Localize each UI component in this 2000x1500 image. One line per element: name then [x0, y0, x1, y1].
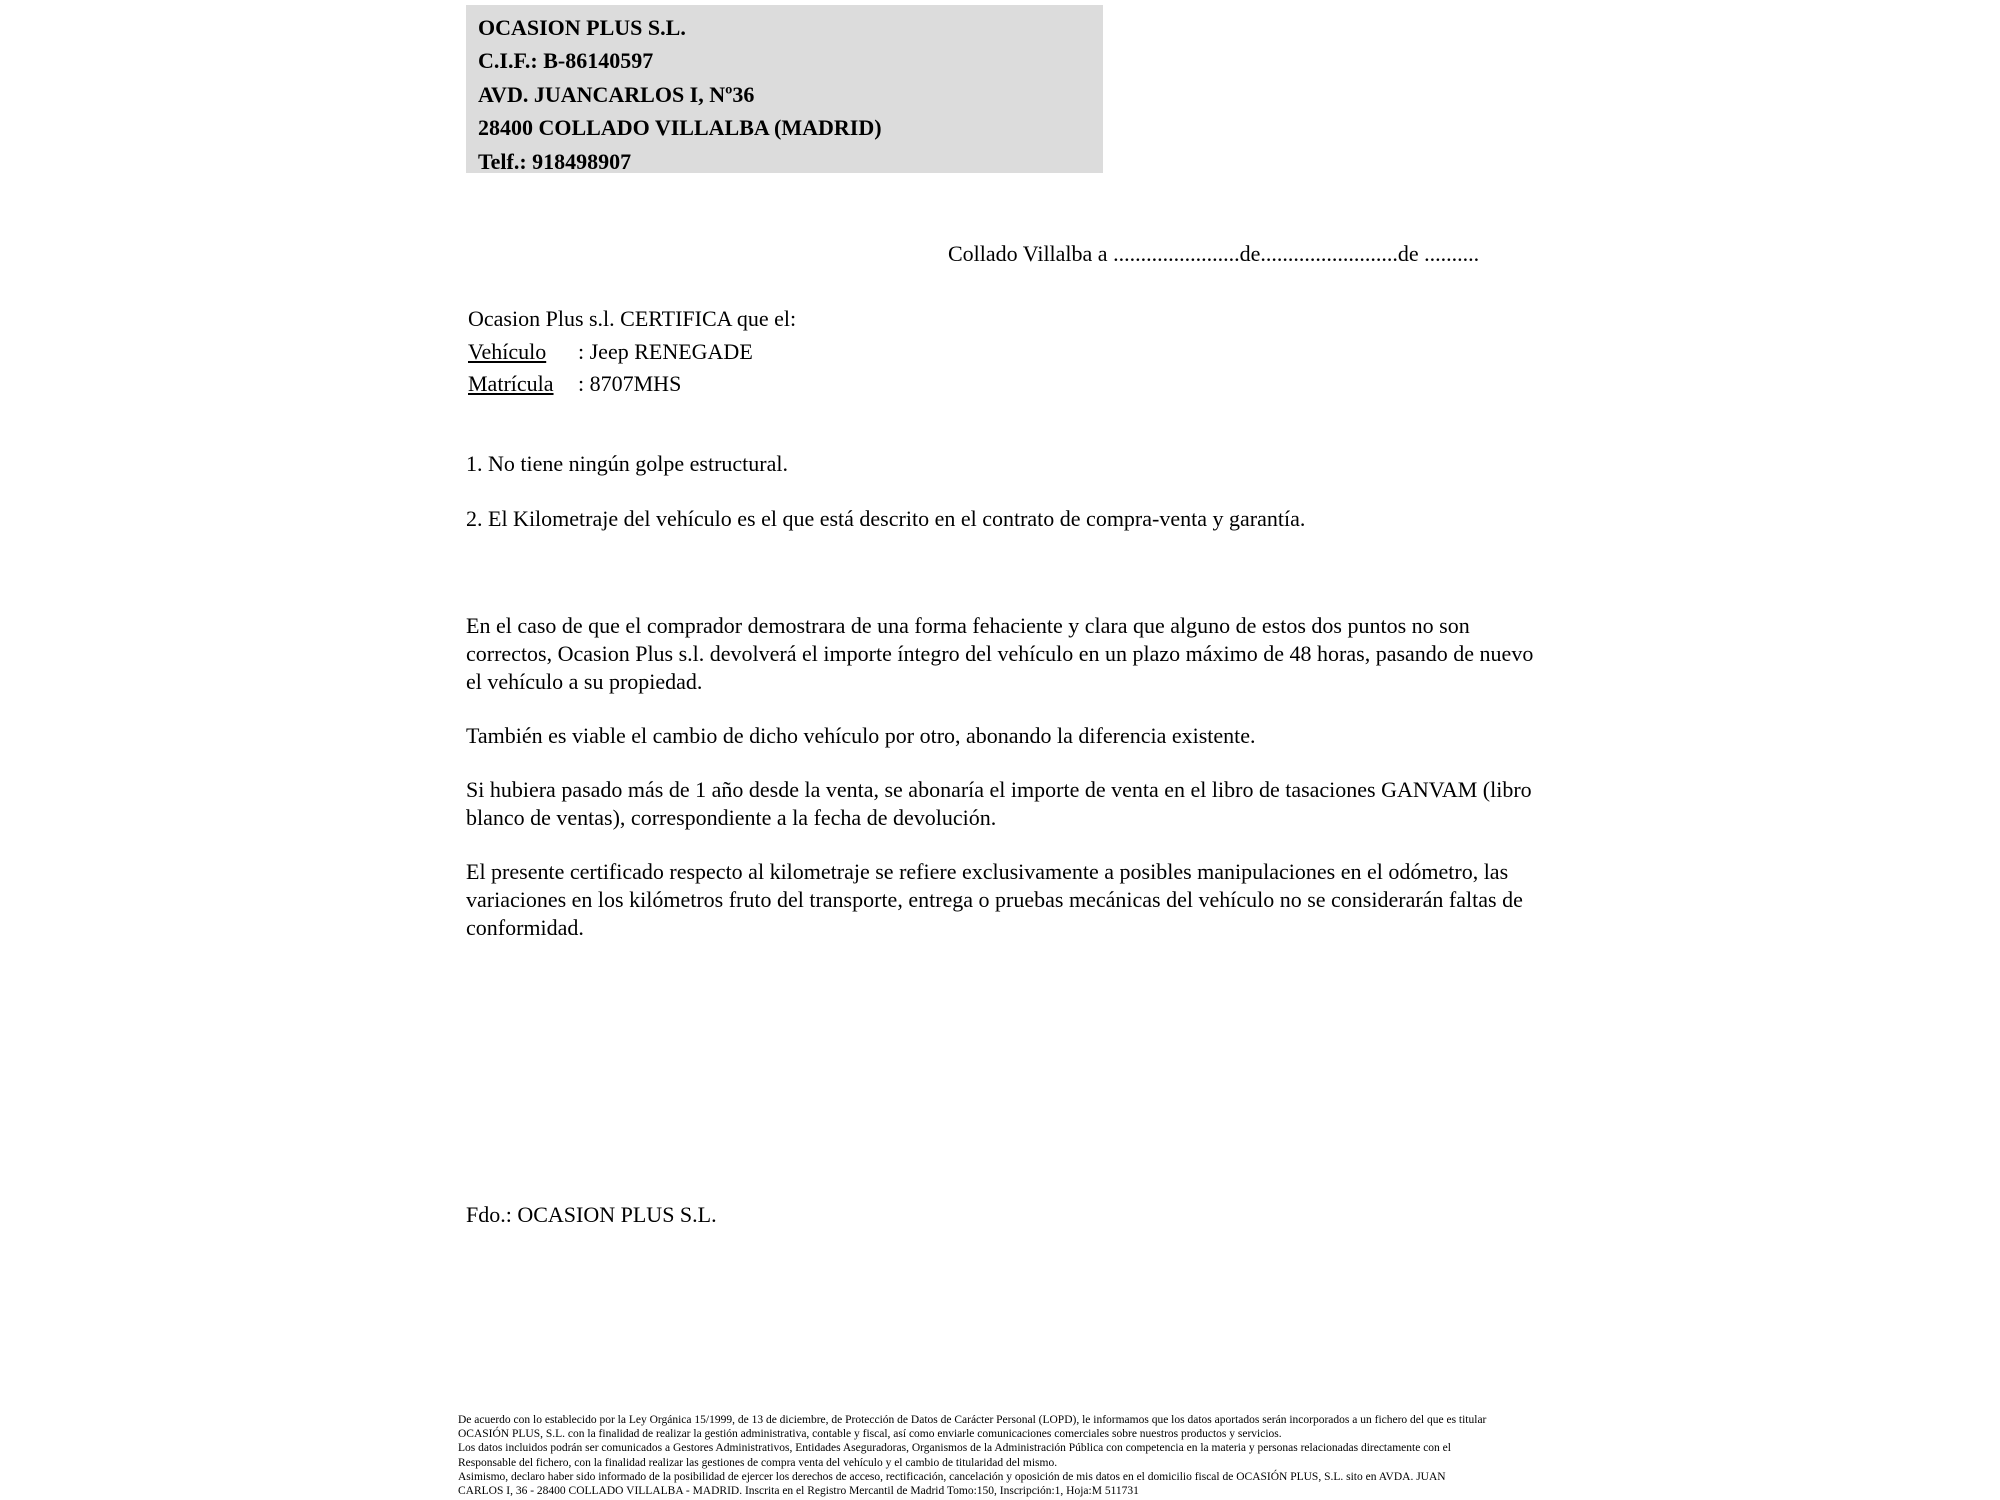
certification-block [468, 303, 796, 401]
signature-line: Fdo.: OCASION PLUS S.L. [466, 1202, 717, 1227]
legal-footer [458, 1413, 1548, 1498]
company-phone: Telf.: 918498907 [478, 148, 632, 174]
plate-separator: : [578, 371, 590, 396]
footer-line: Responsable del fichero, con la finalidad realizar las gestiones de compra venta del vehículo y el cambio de titularidad del mismo. [458, 1456, 1058, 1469]
plate-value: 8707MHS [589, 371, 682, 396]
footer-line: Asimismo, declaro haber sido informado de la posibilidad de ejercer los derechos de acceso, rectificación, cancelación y oposición de mis datos en el domicilio fiscal de OCASIÓN PLUS, S.L. sito en AVDA. JUAN [458, 1470, 1446, 1483]
paragraph-exchange: También es viable el cambio de dicho vehículo por otro, abonando la diferencia existente. [466, 723, 1256, 748]
company-address: AVD. JUANCARLOS I, Nº36 [478, 81, 755, 107]
footer-line: Los datos incluidos podrán ser comunicados a Gestores Administrativos, Entidades Aseguradoras, Organismos de la Administración Pública con competencia en la materia y personas relacionadas directamente con el [458, 1442, 1451, 1455]
certify-intro: Ocasion Plus s.l. CERTIFICA que el: [468, 306, 797, 331]
paragraph-ganvam: Si hubiera pasado más de 1 año desde la venta, se abonaría el importe de venta en el libro de tasaciones GANVAM (libro blanco de ventas), correspondiente a la fecha de devolución. [466, 777, 1532, 830]
company-postal-city: 28400 COLLADO VILLALBA (MADRID) [478, 115, 882, 141]
footer-line: CARLOS I, 36 - 28400 COLLADO VILLALBA - MADRID. Inscrita en el Registro Mercantil de Madrid Tomo:150, Inscripción:1, Hoja:M 511731 [458, 1485, 1139, 1498]
footer-line: De acuerdo con lo establecido por la Ley Orgánica 15/1999, de 13 de diciembre, de Protección de Datos de Carácter Personal (LOPD), le informamos que los datos aportados serán incorporados a un fichero del que es titular [458, 1414, 1487, 1426]
paragraph-odometer-disclaimer: El presente certificado respecto al kilometraje se refiere exclusivamente a posibles manipulaciones en el odómetro, las variaciones en los kilómetros fruto del transporte, entrega o pruebas mecánicas del vehículo no se considerarán faltas de conformidad. [466, 859, 1523, 940]
plate-label-text: Matrícula [468, 371, 554, 396]
company-cif: C.I.F.: B-86140597 [478, 48, 654, 74]
clause-1: 1. No tiene ningún golpe estructural. [466, 451, 788, 476]
vehicle-field [468, 336, 796, 369]
plate-label [468, 368, 578, 401]
vehicle-label-text: Vehículo [468, 338, 547, 364]
company-name: OCASION PLUS S.L. [478, 15, 686, 40]
body-paragraphs [466, 612, 1536, 968]
paragraph-refund-48h: En el caso de que el comprador demostrara de una forma fehaciente y clara que alguno de estos dos puntos no son correctos, Ocasion Plus s.l. devolverá el importe íntegro del vehículo en un plazo máximo de 48 horas, pasando de nuevo el vehículo a su propiedad. [466, 613, 1534, 694]
company-header-box [466, 5, 1103, 173]
date-fill-in-line: Collado Villalba a .......................de.........................de .......... [948, 241, 1480, 266]
clause-2: 2. El Kilometraje del vehículo es el que está descrito en el contrato de compra-venta y garantía. [466, 506, 1306, 531]
plate-field [468, 368, 796, 401]
footer-line: OCASIÓN PLUS, S.L. con la finalidad de realizar la gestión administrativa, contable y fiscal, así como enviarle comunicaciones comerciales sobre nuestros productos y servicios. [458, 1428, 1282, 1441]
vehicle-label [468, 336, 578, 369]
vehicle-value: Jeep RENEGADE [589, 338, 753, 364]
vehicle-separator: : [578, 338, 590, 364]
